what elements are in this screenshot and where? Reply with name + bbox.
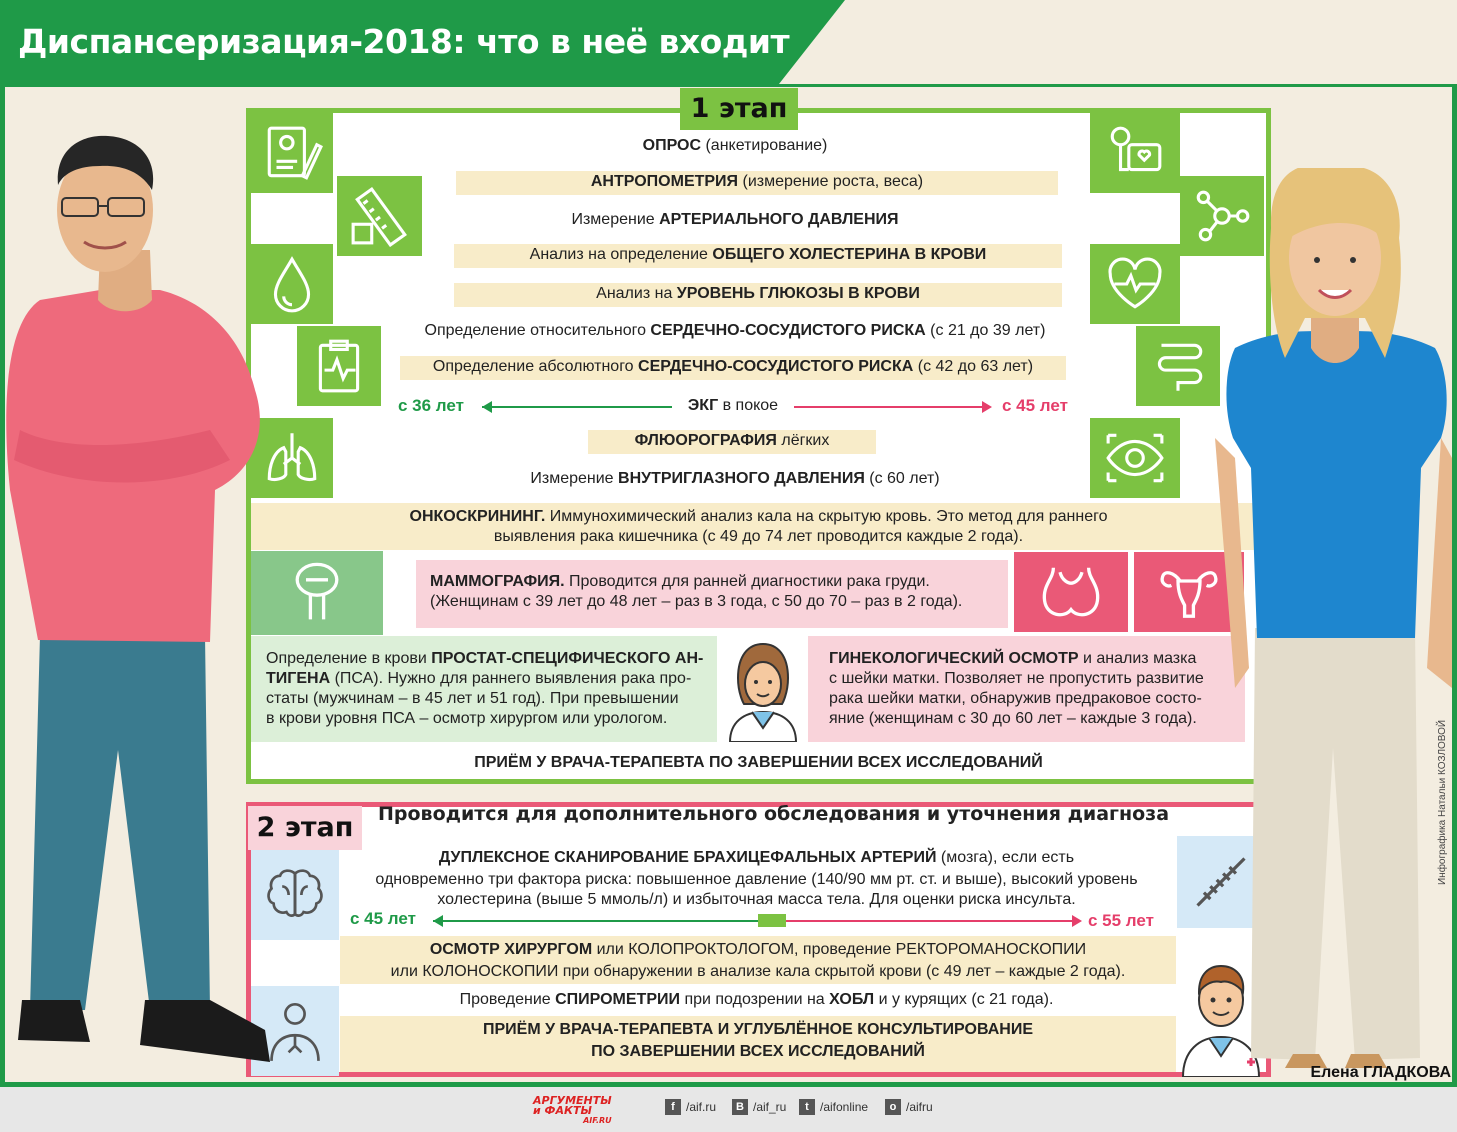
stage2-final-row: ПРИЁМ У ВРАЧА-ТЕРАПЕВТА И УГЛУБЛЁННОЕ КОНСУЛЬТИРОВАНИЕ ПО ЗАВЕРШЕНИИ ВСЕХ ИССЛЕДОВАНИЙ [340, 1016, 1176, 1072]
woman-illustration [1215, 168, 1452, 1068]
frame-right [1452, 84, 1457, 1084]
stage1-label: 1 этап [680, 88, 798, 130]
arrow-center-marker [758, 914, 786, 927]
vk-link[interactable]: B /aif_ru [732, 1099, 786, 1115]
frame-top [0, 84, 1457, 87]
arrow-head-right [982, 401, 992, 413]
ecg-row: ЭКГ в покое [687, 397, 779, 414]
stage1-final-row: ПРИЁМ У ВРАЧА-ТЕРАПЕВТА ПО ЗАВЕРШЕНИИ ВСЕХ ИССЛЕДОВАНИЙ [474, 754, 1043, 771]
odnoklassniki-icon: o [885, 1099, 901, 1115]
ecg-women-arrow [794, 406, 984, 408]
glucose-row: Анализ на УРОВЕНЬ ГЛЮКОЗЫ В КРОВИ [454, 283, 1062, 307]
vk-icon: B [732, 1099, 748, 1115]
facebook-icon: f [665, 1099, 681, 1115]
anthropometry-row: АНТРОПОМЕТРИЯ (измерение роста, веса) [456, 171, 1058, 195]
arrow-head-left-2 [433, 915, 443, 927]
prostate-icon [251, 551, 383, 635]
doctor-woman-icon [722, 636, 804, 742]
spirometry-row: Проведение СПИРОМЕТРИИ при подозрении на ХОБЛ и у курящих (с 21 года). [459, 991, 1054, 1008]
cholesterol-row: Анализ на определение ОБЩЕГО ХОЛЕСТЕРИНА В КРОВИ [454, 244, 1062, 268]
aif-logo[interactable]: АРГУМЕНТЫ и ФАКТЫ AIF.RU [533, 1094, 612, 1125]
duplex-row: ДУПЛЕКСНОЕ СКАНИРОВАНИЕ БРАХИЦЕФАЛЬНЫХ АРТЕРИЙ (мозга), если есть [438, 849, 1075, 866]
duplex-men-arrow [433, 920, 758, 922]
arrow-head-left [482, 401, 492, 413]
intestine-icon [1136, 326, 1220, 406]
ecg-clipboard-icon [297, 326, 381, 406]
oncoscreening-row: ОНКОСКРИНИНГ. Иммунохимический анализ кала на скрытую кровь. Это метод для раннего выявления рака кишечника (с 49 до 74 лет проводится каждые 2 года). [251, 503, 1266, 550]
duplex-men-age: с 45 лет [350, 909, 416, 928]
tonometer-icon [1090, 113, 1180, 193]
man-illustration [0, 130, 270, 1080]
heart-pulse-icon [1090, 244, 1180, 324]
duplex-women-age: с 55 лет [1088, 911, 1154, 930]
eye-icon [1090, 418, 1180, 498]
infographic-credit: Инфографика Натальи КОЗЛОВОЙ [1437, 719, 1448, 885]
gynecology-row: ГИНЕКОЛОГИЧЕСКИЙ ОСМОТР и анализ мазка с шейки матки. Позволяет не пропустить развитие рака шейки матки, обнаружив предраковое состо- яние (женщинам с 30 до 60 лет – каждые 3 года). [808, 636, 1245, 742]
duplex-women-arrow [786, 920, 1074, 922]
psa-row: Определение в крови ПРОСТАТ-СПЕЦИФИЧЕСКОГО АН- ТИГЕНА (ПСА). Нужно для раннего выявления рака про- статы (мужчинам – в 45 лет и 51 год). При превышении в крови уровня ПСА – осмотр хирургом или урологом. [251, 636, 717, 742]
duplex-line2: одновременно три фактора риска: повышенное давление (140/90 мм рт. ст. и выше), высокий уровень [375, 871, 1138, 888]
survey-row: ОПРОС (анкетирование) [642, 137, 828, 154]
absolute-cv-risk-row: Определение абсолютного СЕРДЕЧНО-СОСУДИСТОГО РИСКА (с 42 до 63 лет) [400, 356, 1066, 380]
twitter-icon: t [799, 1099, 815, 1115]
fluorography-row: ФЛЮОРОГРАФИЯ лёгких [588, 430, 876, 454]
ecg-men-age: с 36 лет [398, 396, 464, 415]
breast-icon [1014, 552, 1128, 632]
page-title: Диспансеризация-2018: что в неё входит [18, 22, 790, 61]
duplex-line3: холестерина (выше 5 ммоль/л) и избыточная масса тела. Для оценки риска инсульта. [437, 891, 1076, 908]
footer [0, 1082, 1457, 1132]
relative-cv-risk-row: Определение относительного СЕРДЕЧНО-СОСУДИСТОГО РИСКА (с 21 до 39 лет) [424, 322, 1046, 339]
stage2-label: 2 этап [248, 806, 362, 850]
ecg-women-age: с 45 лет [1002, 396, 1068, 415]
ecg-men-arrow [482, 406, 672, 408]
blood-pressure-row: Измерение АРТЕРИАЛЬНОГО ДАВЛЕНИЯ [571, 211, 899, 228]
mammography-row: МАММОГРАФИЯ. Проводится для ранней диагностики рака груди. (Женщинам с 39 лет до 48 лет – раз в 3 года, с 50 до 70 – раз в 2 года). [416, 560, 1008, 628]
arrow-head-right-2 [1072, 915, 1082, 927]
eye-pressure-row: Измерение ВНУТРИГЛАЗНОГО ДАВЛЕНИЯ (с 60 лет) [530, 470, 940, 487]
facebook-link[interactable]: f /aif.ru [665, 1099, 716, 1115]
stage2-subtitle: Проводится для дополнительного обследования и уточнения диагноза [378, 803, 1170, 825]
surgeon-row: ОСМОТР ХИРУРГОМ или КОЛОПРОКТОЛОГОМ, проведение РЕКТОРОМАНОСКОПИИ или КОЛОНОСКОПИИ при обнаружении в анализе кала скрытой крови (с 49 лет – каждые 2 года). [340, 936, 1176, 984]
author-name: Елена ГЛАДКОВА [1310, 1064, 1451, 1081]
twitter-link[interactable]: t /aifonline [799, 1099, 868, 1115]
odnoklassniki-link[interactable]: o /aifru [885, 1099, 933, 1115]
